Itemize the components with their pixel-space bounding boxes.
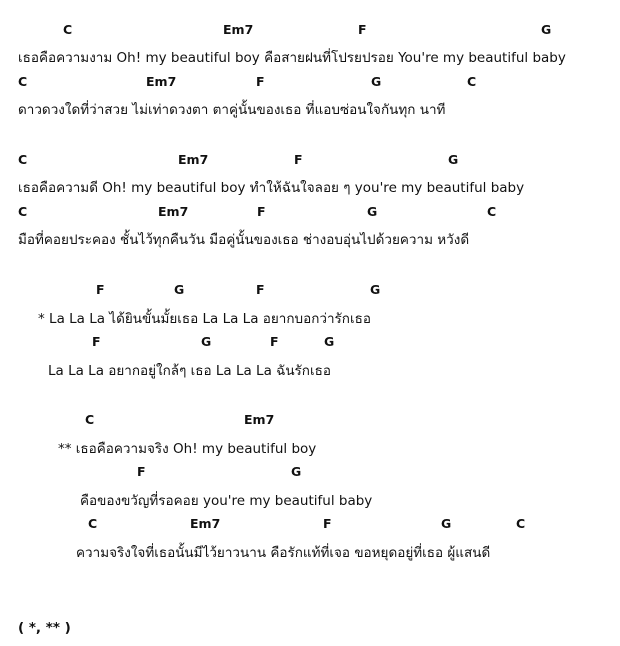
chord: G: [324, 334, 335, 349]
chord-line: [0, 464, 620, 484]
chord: F: [294, 152, 303, 167]
lyric-line: เธอคือความงาม Oh! my beautiful boy คือสายฝนที่โปรยปรอย You're my beautiful baby: [18, 50, 566, 66]
lyric-line: เธอคือความดี Oh! my beautiful boy ทำให้ฉันใจลอย ๆ you're my beautiful baby: [18, 180, 525, 196]
chord: F: [256, 74, 265, 89]
chord: F: [270, 334, 279, 349]
chord: F: [358, 22, 367, 37]
chord-line: [0, 282, 620, 302]
chord: F: [323, 516, 332, 531]
chord: G: [370, 282, 381, 297]
chord: F: [257, 204, 266, 219]
repeat-marker: ( *, ** ): [18, 620, 71, 636]
chord: Em7: [244, 412, 275, 427]
chord: G: [441, 516, 452, 531]
chord: G: [367, 204, 378, 219]
chord: C: [88, 516, 98, 531]
chord-line: [0, 412, 620, 432]
chord-line: [0, 74, 620, 94]
chord: C: [18, 74, 28, 89]
chord: C: [516, 516, 526, 531]
chord: G: [541, 22, 552, 37]
lyric-line: La La La อยากอยู่ใกล้ๆ เธอ La La La ฉันรักเธอ: [48, 363, 331, 379]
chord: G: [291, 464, 302, 479]
chord: F: [92, 334, 101, 349]
chord: Em7: [178, 152, 209, 167]
lyric-line: * La La La ได้ยินขั้นมั้ยเธอ La La La อยากบอกว่ารักเธอ: [38, 311, 371, 327]
chord: C: [85, 412, 95, 427]
chord-line: [0, 334, 620, 354]
chord: F: [96, 282, 105, 297]
chord: Em7: [146, 74, 177, 89]
chord: Em7: [158, 204, 189, 219]
lyric-line: ความจริงใจที่เธอนั้นมีไว้ยาวนาน คือรักแท้ที่เจอ ขอหยุดอยู่ที่เธอ ผู้แสนดี: [76, 545, 491, 561]
chord: G: [448, 152, 459, 167]
chord: C: [18, 152, 28, 167]
chord-line: [0, 22, 620, 42]
chord: G: [174, 282, 185, 297]
chord: C: [467, 74, 477, 89]
chord: F: [137, 464, 146, 479]
chord: G: [201, 334, 212, 349]
chord: C: [63, 22, 73, 37]
chord: C: [18, 204, 28, 219]
chord: Em7: [223, 22, 254, 37]
lyric-line: มือที่คอยประคอง ชั้นไว้ทุกคืนวัน มือคู่นั้นของเธอ ช่างอบอุ่นไปด้วยความ หวังดี: [18, 232, 470, 248]
lyric-line: ** เธอคือความจริง Oh! my beautiful boy: [58, 441, 317, 457]
chord-line: [0, 516, 620, 536]
chord-line: [0, 152, 620, 172]
chord: G: [371, 74, 382, 89]
chord: F: [256, 282, 265, 297]
lyric-line: ดาวดวงใดที่ว่าสวย ไม่เท่าดวงตา ตาคู่นั้นของเธอ ที่แอบซ่อนใจกันทุก นาที: [18, 102, 446, 118]
chord: C: [487, 204, 497, 219]
chord-line: [0, 204, 620, 224]
lyric-line: คือของขวัญที่รอคอย you're my beautiful baby: [80, 493, 373, 509]
chord: Em7: [190, 516, 221, 531]
